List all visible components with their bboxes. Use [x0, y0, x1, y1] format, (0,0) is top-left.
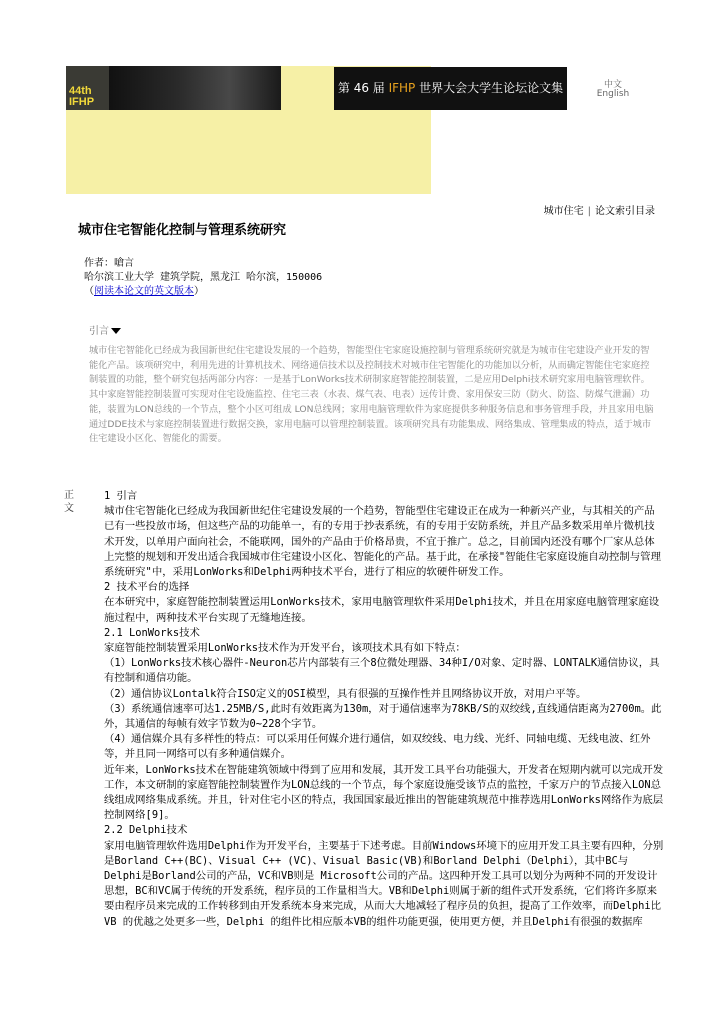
- header-photo: [109, 66, 281, 110]
- affiliation-line: 哈尔滨工业大学 建筑学院，黑龙江 哈尔滨，150006: [84, 272, 323, 283]
- paragraph: 家用电脑管理软件选用Delphi作为开发平台，主要基于下述考虑。目前Windows环境下的应用开发工具主要有四种，分别是Borland C++(BC)、Visual C++ (VC)、Visual Basic(VB)和Borland Delphi（Delphi），其中BC与Delphi是Borland公司的产品，VC和VB则是 Microsoft公司的产品。这四种开发工具可以划分为两种不同的开发设计思想，BC和VC属于传统的开发系统，程序员的工作量相当大。VB和Delphi则属于新的组件式开发系统，它们将许多原来要由程序员来完成的工作转移到由开发系统本身来完成，从而大大地减轻了程序员的负担，提高了工作效率，而Delphi比VB 的优越之处更多一些，Delphi 的组件比相应版本VB的组件功能更强，使用更方便，并且Delphi有很强的数据库: [104, 839, 664, 928]
- logo-line-2: IFHP: [69, 96, 95, 108]
- ifhp-logo: [66, 66, 109, 110]
- language-english-link[interactable]: English: [596, 89, 630, 99]
- paragraph: （4）通信媒介具有多样性的特点：可以采用任何媒介进行通信，如双绞线、电力线、光纤、同轴电缆、无线电波、红外等，并且同一网络可以有多种通信媒介。: [104, 733, 651, 761]
- triangle-down-icon: [111, 328, 121, 334]
- section-heading: 2.2 Delphi技术: [104, 824, 188, 837]
- paragraph: （3）系统通信速率可达1.25MB/S,此时有效距离为130m，对于通信速率为78KB/S的双绞线,直线通信距离为2700m。此外，其通信的每帧有效字节数为0~228个字节。: [104, 702, 662, 731]
- side-label-char-1: 正: [64, 490, 74, 501]
- nav-separator: |: [587, 206, 591, 217]
- page-title: 城市住宅智能化控制与管理系统研究: [78, 223, 287, 238]
- nav-city-housing-link[interactable]: 城市住宅: [543, 206, 584, 217]
- link-open-paren: （: [84, 286, 94, 297]
- section-heading: 1 引言: [104, 490, 138, 502]
- body-side-label: [64, 489, 76, 515]
- section-heading: 2 技术平台的选择: [104, 581, 190, 594]
- banner-title-prefix: 第 46 届: [337, 81, 389, 95]
- abstract-heading: 引言: [89, 326, 109, 337]
- author-line: 作者：嗆言: [84, 258, 134, 269]
- abstract-toggle[interactable]: [89, 322, 121, 337]
- english-version-link[interactable]: 阅读本论文的英文版本: [94, 286, 194, 297]
- section-heading: 2.1 LonWorks技术: [104, 626, 200, 639]
- paragraph: 家庭智能控制装置采用LonWorks技术作为开发平台，该项技术具有如下特点：: [104, 642, 466, 655]
- paragraph: 在本研究中，家庭智能控制装置运用LonWorks技术，家用电脑管理软件采用Delphi技术，并且在用家庭电脑管理家庭设施过程中，两种技术平台实现了无缝地连接。: [104, 596, 660, 624]
- nav-paper-index-link[interactable]: 论文索引目录: [595, 206, 655, 217]
- banner-title: [334, 67, 567, 110]
- side-label-char-2: 文: [64, 503, 74, 514]
- paragraph: 城市住宅智能化已经成为我国新世纪住宅建设发展的一个趋势，智能型住宅建设正在成为一种新兴产业，与其相关的产品已有一些投放市场，但这些产品的功能单一，有的专用于抄表系统，有的专用于安防系统，并且产品多数采用单片微机技术开发，以单用户面向社会，不能联网，国外的产品由于价格昂贵，不宜于推广。总之，目前国内还没有哪个厂家从总体上完整的规划和开发出适合我国城市住宅建设小区化、智能化的产品。基于此，在承接"智能住宅家庭设施自动控制与管理系统研究"中，采用LonWorks和Delphi两种技术平台，进行了相应的软硬件研发工作。: [104, 505, 661, 579]
- paragraph: 近年来，LonWorks技术在智能建筑领域中得到了应用和发展，其开发工具平台功能强大，开发者在短期内就可以完成开发工作，本文研制的家庭智能控制装置作为LON总线的一个节点，每个家庭设施受该节点的监控，千家万户的节点接入LON总线组成网络集成系统。并且，针对住宅小区的特点，我国国家最近推出的智能建筑规范中推荐选用LonWorks网络作为底层控制网络[9]。: [104, 763, 664, 822]
- english-version-line: [84, 282, 204, 297]
- abstract-text: 城市住宅智能化已经成为我国新世纪住宅建设发展的一个趋势，智能型住宅家庭设施控制与管理系统研究就是为城市住宅建设产业开发的智能化产品。该项研究中，利用先进的计算机技术、网络通信技术以及控制技术对城市住宅智能化的功能加以分析，从而确定智能住宅家庭控制装置的功能，整个研究包括两部分内容：一是基于LonWorks技术研制家庭智能控制装置，二是应用Delphi技术研究家用电脑管理软件。其中家庭智能控制装置可实现对住宅设施监控、住宅三表（水表、煤气表、电表）远传计费、家用保安三防（防火、防盗、防煤气泄漏）功能，装置为LON总线的一个节点，整个小区可组成 LON总线网；家用电脑管理软件为家庭提供多种服务信息和事务管理手段，并且家用电脑通过DDE技术与家庭控制装置进行数据交换，家用电脑可以管理控制装置。该项研究具有功能集成、网络集成、管理集成的特点，适于城市住宅建设小区化、智能化的需要。: [89, 345, 654, 445]
- link-close-paren: ）: [194, 286, 204, 297]
- banner-title-suffix: 世界大会大学生论坛论文集: [415, 81, 564, 95]
- language-chinese-link[interactable]: 中文: [603, 80, 622, 90]
- paragraph: （1）LonWorks技术核心器件-Neuron芯片内部装有三个8位微处理器、34种I/O对象、定时器、LONTALK通信协议，具有控制和通信功能。: [104, 657, 660, 685]
- logo-line-1: 44th: [69, 85, 92, 97]
- paragraph: （2）通信协议Lontalk符合ISO定义的OSI模型，具有很强的互操作性并且网络协议开放，对用户平等。: [104, 687, 587, 700]
- banner-title-highlight: IFHP: [388, 81, 416, 95]
- body-text: [104, 489, 664, 930]
- top-navigation: [460, 202, 655, 217]
